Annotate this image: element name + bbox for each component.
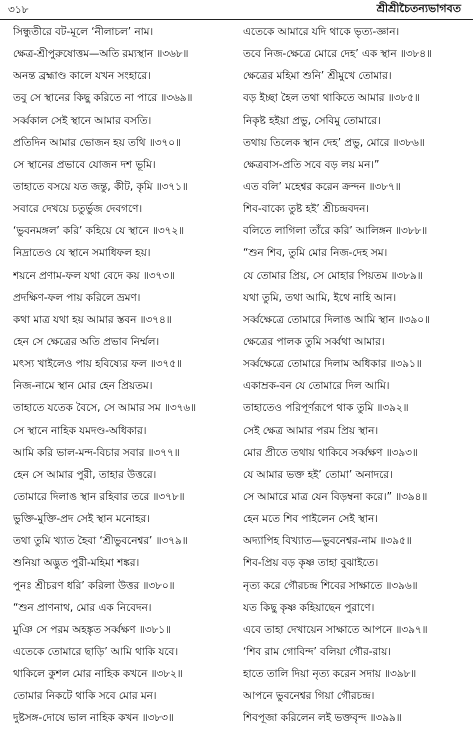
verse-line: মৎস্য খাইলেও পায় হবিষ্যের ফল ॥৩৭৫॥ — [13, 358, 182, 371]
verse-line: তবে নিজ-ক্ষেত্রে মোরে দেহ’ এক স্থান ॥৩৮৪॥ — [243, 48, 432, 61]
verse-line: তথায় তিলেক স্থান দেহ’ প্রভু, মোরে ॥৩৮৬॥ — [243, 136, 425, 149]
verse-line: নৃত্য করে গৌরচন্দ্র শিবের সাক্ষাতে ॥৩৯৬॥ — [243, 579, 418, 592]
verse-line: নিকৃষ্ট হইয়া প্রভু, সেবিমু তোমারে। — [243, 114, 381, 127]
verse-line: “শুন প্রাণনাথ, মোর এক নিবেদন। — [13, 601, 152, 614]
verse-line: বড় ইচ্ছা হৈল তথা থাকিতে আমার ॥৩৮৫॥ — [243, 92, 420, 105]
verse-line: হেন মতে শিব পাইলেন সেই স্থান। — [243, 513, 378, 526]
running-title: শ্রীশ্রীচৈতন্যভাগবত — [376, 2, 461, 15]
verse-line: হেন সে ক্ষেত্রের অতি প্রভাব নির্ম্মল। — [13, 335, 160, 348]
verse-line: এত বলি’ মহেশ্বর করেন ক্রন্দন ॥৩৮৭॥ — [243, 180, 401, 193]
verse-line: নিজ-নামে স্থান মোর হেন প্রিয়তম। — [13, 380, 153, 393]
verse-line: শিব-প্রিয় বড় কৃষ্ণ তাহা বুঝাইতে। — [243, 557, 379, 570]
verse-line: ‘ভুবনমঙ্গল’ করি’ কহিয়ে যে স্থানে ॥৩৭২॥ — [13, 225, 185, 238]
page-header — [0, 0, 473, 20]
verse-line: আমি করি ভাল-মন্দ-বিচার সবার ॥৩৭৭॥ — [13, 446, 180, 459]
verse-line: শিবপূজা করিলেন লই ভক্তবৃন্দ ॥৩৯৯॥ — [243, 712, 402, 725]
verse-line: সর্ব্বক্ষেত্রে তোমারে দিলাম অধিকার ॥৩৯১॥ — [243, 358, 422, 371]
verse-line: ক্ষেত্রের পালক তুমি সর্ব্বথা আমার। — [243, 335, 385, 348]
verse-line: সেই ক্ষেত্র আমার পরম প্রিয় স্থান। — [243, 424, 379, 437]
verse-line: মুঞি সে পরম অহঙ্কৃত সর্ব্বক্ষণ ॥৩৮১॥ — [13, 623, 171, 636]
verse-line: প্রদক্ষিণ-ফল পায় করিলে ভ্রমণ। — [13, 291, 141, 304]
verse-line: মোর প্রীতে তথায় থাকিবে সর্ব্বক্ষণ ॥৩৯৩॥ — [243, 446, 418, 459]
verse-line: অদ্যাপিহ বিখ্যাত—ভুবনেশ্বর-নাম ॥৩৯৫॥ — [243, 535, 412, 548]
verse-line: সবারে দেখয়ে চতুর্ভুজ দেবগণে। — [13, 203, 143, 216]
verse-line: সর্ব্বকাল সেই স্থানে আমার বসতি। — [13, 114, 152, 127]
verse-line: যথা তুমি, তথা আমি, ইথে নাহি আন। — [243, 291, 397, 304]
verse-line: ভুক্তি-মুক্তি-প্রদ সেই স্থান মনোহর। — [13, 513, 150, 526]
verse-line: সর্ব্বক্ষেত্রে তোমারে দিলাঙ আমি স্থান ॥৩৯০॥ — [243, 313, 430, 326]
verse-line: হেন সে আমার পুরী, তাহার উত্তরে। — [13, 468, 157, 481]
verse-line: শিব-বাক্যে তুষ্ট হই’ শ্রীচন্দ্রবদন। — [243, 203, 369, 216]
verse-line: আপনে ভুবনেশ্বর গিয়া গৌরচন্দ্র। — [243, 690, 375, 703]
verse-line: ক্ষেত্রবাস-প্রতি সবে বড় লয় মন।” — [243, 158, 380, 171]
verse-line: তোমারে দিলাঙ স্থান রহিবার তরে ॥৩৭৮॥ — [13, 490, 185, 503]
verse-line: শয়নে প্রণাম-ফল যথা বেদে কয় ॥৩৭৩॥ — [13, 269, 175, 282]
verse-line: যত কিছু কৃষ্ণ কহিয়াছেন পুরাণে। — [243, 601, 375, 614]
verse-line: ‘শিব রাম গোবিন্দ’ বলিয়া গৌর-রায়। — [243, 645, 392, 658]
verse-line: যে তোমার প্রিয়, সে মোহার পিয়তম ॥৩৮৯॥ — [243, 269, 423, 282]
header-rule — [0, 19, 473, 20]
verse-line: তাহাতে যতেক বৈসে, সে আমার সম ॥৩৭৬॥ — [13, 402, 196, 415]
verse-line: প্রতিদিন আমার ভোজন হয় তথি ॥৩৭০॥ — [13, 136, 181, 149]
verse-line: নিদ্রাতেও যে স্থানে সমাধিফল হয়। — [13, 247, 151, 260]
left-column — [13, 21, 241, 730]
verse-line: থাকিলে কুশল মোর নাহিক কখনে ॥৩৮২॥ — [13, 668, 183, 681]
verse-line: তাহাতেও পরিপূর্ণরূপে থাক তুমি ॥৩৯২॥ — [243, 402, 409, 415]
verse-line: যে আমার ভক্ত হই’ তোমা’ অনাদরে। — [243, 468, 393, 481]
verse-line: একাম্রক-বন যে তোমারে দিল আমি। — [243, 380, 390, 393]
verse-line: পুনঃ শ্রীচরণ ধরি’ করিলা উত্তর ॥৩৮০॥ — [13, 579, 175, 592]
verse-line: সে স্থানের প্রভাবে যোজন দশ ভূমি। — [13, 158, 156, 171]
verse-line: তাহাতে বসয়ে যত জন্তু, কীট, কৃমি ॥৩৭১॥ — [13, 180, 188, 193]
right-column — [243, 21, 471, 730]
verse-line: সে আমারে মাত্র যেন বিড়ম্বনা করে।” ॥৩৯৪॥ — [243, 490, 428, 503]
verse-line: কথা মাত্র যথা হয় আমার স্তবন ॥৩৭৪॥ — [13, 313, 172, 326]
verse-line: তোমার নিকটে থাকি সবে মোর মন। — [13, 690, 157, 703]
verse-line: ক্ষেত্রের মহিমা শুনি’ শ্রীমুখে তোমার। — [243, 70, 392, 83]
verse-line: দুষ্টসঙ্গ-দোষে ভাল নাহিক কখন ॥৩৮৩॥ — [13, 712, 174, 725]
verse-line: এতেকে তোমারে ছাড়ি’ আমি থাকি যবে। — [13, 645, 179, 658]
verse-line: “শুন শিব, তুমি মোর নিজ-দেহ সম। — [243, 247, 388, 260]
verse-line: তথা তুমি খ্যাত হৈবা ‘শ্রীভুবনেশ্বর’ ॥৩৭৯॥ — [13, 535, 188, 548]
verse-line: শুনিয়া অদ্ভুত পুরী-মহিমা শঙ্কর। — [13, 557, 140, 570]
verse-line: সে স্থানে নাহিক যমদণ্ড-অধিকার। — [13, 424, 147, 437]
verse-line: বলিতে লাগিলা তাঁরে করি’ আলিঙ্গন ॥৩৮৮॥ — [243, 225, 428, 238]
verse-line: এতেকে আমারে যদি থাকে ভৃত্য-জ্ঞান। — [243, 26, 400, 38]
verse-line: ক্ষেত্র-শ্রীপুরুষোত্তম—অতি রম্যস্থান ॥৩৬৮॥ — [13, 48, 189, 61]
verse-line: তবু সে স্থানের কিছু করিতে না পারে ॥৩৬৯॥ — [13, 92, 193, 105]
verse-line: সিন্ধুতীরে বট-মূলে ‘নীলাচল’ নাম। — [13, 26, 154, 38]
verse-line: অনন্ত ব্রহ্মাণ্ড কালে যখন সংহারে। — [13, 70, 151, 83]
verse-line: এবে তাহা দেখায়েন সাক্ষাতে আপনে ॥৩৯৭॥ — [243, 623, 428, 636]
verse-line: হাতে তালি দিয়া নৃত্য করেন সদায় ॥৩৯৮॥ — [243, 668, 417, 681]
page-number: ৩১৮ — [8, 4, 29, 16]
